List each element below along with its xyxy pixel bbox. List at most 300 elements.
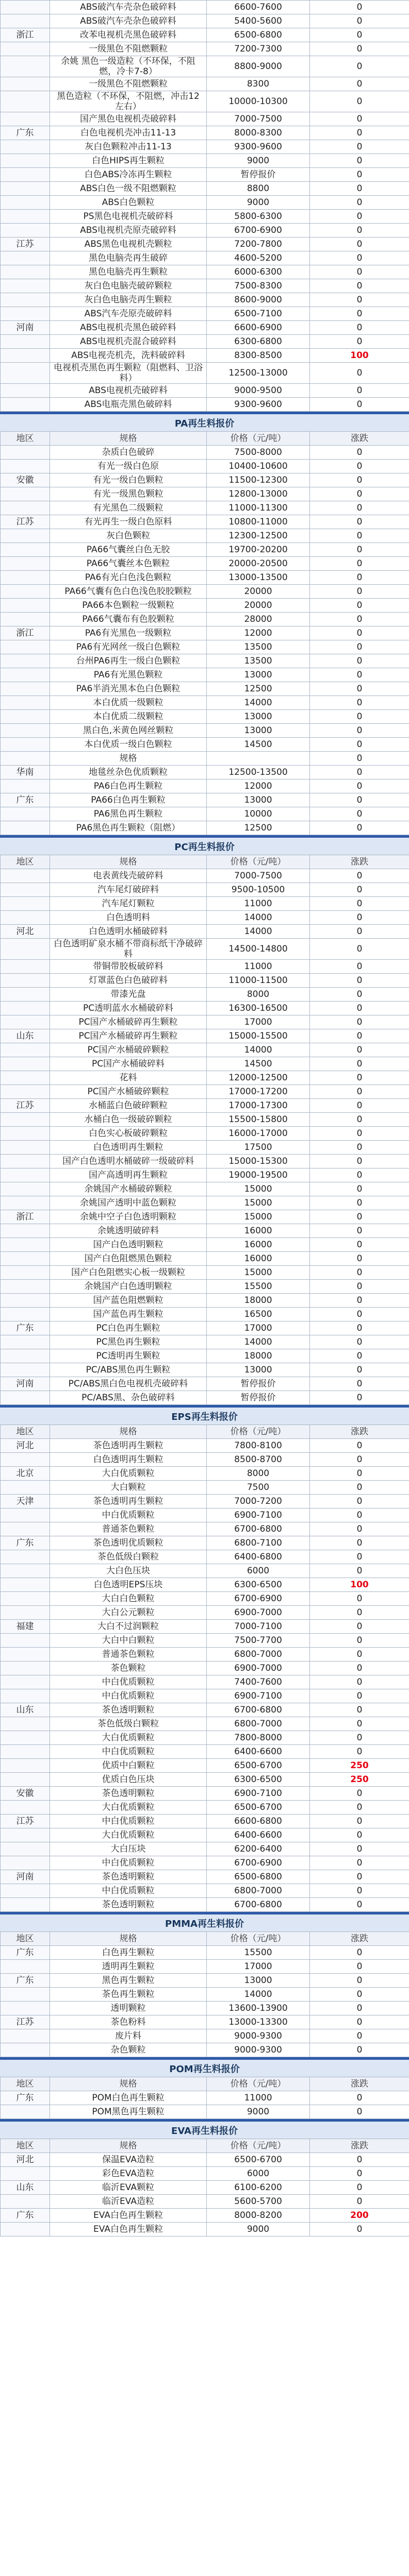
cell-price: 15000 bbox=[207, 1210, 310, 1224]
cell-spec: ABS汽车壳原壳破碎料 bbox=[50, 307, 207, 321]
cell-change: 0 bbox=[310, 1662, 409, 1675]
header-change: 涨跌 bbox=[310, 2139, 409, 2153]
cell-price: 4600-5200 bbox=[207, 251, 310, 265]
cell-spec: PC国产水桶破碎颗粒 bbox=[50, 1085, 207, 1099]
cell-spec: PA66白色再生颗粒 bbox=[50, 793, 207, 807]
cell-region bbox=[1, 1182, 50, 1196]
table-row bbox=[1, 1377, 409, 1391]
cell-region: 河南 bbox=[1, 1870, 50, 1884]
cell-region bbox=[1, 974, 50, 988]
cell-price: 11000 bbox=[207, 897, 310, 911]
header-change: 涨跌 bbox=[310, 855, 409, 869]
table-row bbox=[1, 1592, 409, 1606]
price-table bbox=[0, 431, 409, 835]
cell-region bbox=[1, 585, 50, 599]
cell-spec: 优质白色压块 bbox=[50, 1773, 207, 1787]
table-row bbox=[1, 1335, 409, 1349]
cell-price: 6300-6800 bbox=[207, 335, 310, 349]
table-row bbox=[1, 238, 409, 251]
cell-region: 浙江 bbox=[1, 28, 50, 42]
cell-price: 12300-12500 bbox=[207, 529, 310, 543]
cell-region bbox=[1, 1509, 50, 1522]
cell-change: 0 bbox=[310, 2015, 409, 2029]
cell-price: 6500-6700 bbox=[207, 1801, 310, 1815]
cell-spec: 大白色压块 bbox=[50, 1564, 207, 1578]
cell-price: 6600-7600 bbox=[207, 1, 310, 14]
header-price: 价格（元/吨） bbox=[207, 432, 310, 446]
cell-spec: 地毯丝杂色优质颗粒 bbox=[50, 766, 207, 779]
cell-price: 6900-7000 bbox=[207, 1606, 310, 1620]
cell-spec: 中白优质颗粒 bbox=[50, 1745, 207, 1759]
cell-spec: PC白色再生颗粒 bbox=[50, 1321, 207, 1335]
cell-price: 16500 bbox=[207, 1308, 310, 1321]
cell-region bbox=[1, 1828, 50, 1842]
cell-price: 17500 bbox=[207, 1141, 310, 1155]
cell-region bbox=[1, 1015, 50, 1029]
table-row bbox=[1, 487, 409, 501]
cell-change: 0 bbox=[310, 307, 409, 321]
table-row bbox=[1, 1113, 409, 1127]
cell-price: 8000 bbox=[207, 1467, 310, 1481]
section-title: PC再生料报价 bbox=[0, 835, 409, 855]
cell-spec: 余姚国产白色透明颗粒 bbox=[50, 1280, 207, 1294]
table-row bbox=[1, 1689, 409, 1703]
cell-spec: 电视机壳黑色再生颗粒（阻燃料、卫浴料） bbox=[50, 363, 207, 384]
cell-price: 13600-13900 bbox=[207, 2002, 310, 2015]
table-row bbox=[1, 1155, 409, 1168]
cell-change: 0 bbox=[310, 1467, 409, 1481]
cell-price: 17000-17200 bbox=[207, 1085, 310, 1099]
table-row bbox=[1, 1349, 409, 1363]
cell-spec: 改苯电视机壳黑色破碎料 bbox=[50, 28, 207, 42]
cell-change: 0 bbox=[310, 599, 409, 613]
cell-price: 9300-9600 bbox=[207, 398, 310, 412]
cell-region bbox=[1, 1842, 50, 1856]
cell-spec: ABS电瓶壳黑色破碎料 bbox=[50, 398, 207, 412]
cell-region bbox=[1, 307, 50, 321]
table-row bbox=[1, 2153, 409, 2167]
cell-price: 9300-9600 bbox=[207, 140, 310, 154]
cell-change: 0 bbox=[310, 446, 409, 460]
cell-change: 250 bbox=[310, 1773, 409, 1787]
cell-change: 0 bbox=[310, 1113, 409, 1127]
cell-price: 6800-7000 bbox=[207, 1717, 310, 1731]
header-spec: 规格 bbox=[50, 2139, 207, 2153]
cell-region bbox=[1, 1085, 50, 1099]
table-row bbox=[1, 1578, 409, 1592]
cell-change: 0 bbox=[310, 1606, 409, 1620]
cell-price: 15500 bbox=[207, 1280, 310, 1294]
cell-spec: PC国产水桶破碎再生颗粒 bbox=[50, 1029, 207, 1043]
table-row bbox=[1, 279, 409, 293]
price-section bbox=[0, 0, 409, 412]
cell-price: 8800-9000 bbox=[207, 56, 310, 77]
cell-price: 15500 bbox=[207, 1946, 310, 1960]
table-row bbox=[1, 2209, 409, 2223]
cell-change: 0 bbox=[310, 1280, 409, 1294]
cell-price: 8000-8300 bbox=[207, 126, 310, 140]
cell-change: 0 bbox=[310, 1522, 409, 1536]
table-row bbox=[1, 293, 409, 307]
cell-change: 0 bbox=[310, 2105, 409, 2119]
cell-region bbox=[1, 724, 50, 738]
cell-price: 6900-7100 bbox=[207, 1509, 310, 1522]
cell-region bbox=[1, 599, 50, 613]
cell-spec: ABS电视机壳破碎料 bbox=[50, 384, 207, 398]
cell-price: 12000-12500 bbox=[207, 1071, 310, 1085]
cell-change: 0 bbox=[310, 543, 409, 557]
cell-spec: PA66气囊布有色胶颗粒 bbox=[50, 613, 207, 626]
table-row bbox=[1, 1224, 409, 1238]
table-row bbox=[1, 1029, 409, 1043]
cell-price: 7500-7700 bbox=[207, 1634, 310, 1648]
cell-change: 0 bbox=[310, 939, 409, 960]
cell-change: 0 bbox=[310, 738, 409, 752]
cell-spec: 茶色粉料 bbox=[50, 2015, 207, 2029]
cell-spec: 黑色电脑壳再生颗粒 bbox=[50, 265, 207, 279]
cell-change: 0 bbox=[310, 1321, 409, 1335]
cell-region: 河北 bbox=[1, 925, 50, 939]
cell-price: 6500-6700 bbox=[207, 1759, 310, 1773]
cell-price: 13000 bbox=[207, 793, 310, 807]
cell-spec: 规格 bbox=[50, 752, 207, 766]
cell-region: 江苏 bbox=[1, 2015, 50, 2029]
cell-change: 0 bbox=[310, 1689, 409, 1703]
cell-spec: 大白不过润颗粒 bbox=[50, 1620, 207, 1634]
table-row bbox=[1, 724, 409, 738]
cell-spec: 灯罩蓝色白色破碎料 bbox=[50, 974, 207, 988]
cell-change: 0 bbox=[310, 1787, 409, 1801]
cell-price: 6500-6800 bbox=[207, 1870, 310, 1884]
cell-price: 6900-7000 bbox=[207, 1662, 310, 1675]
cell-price: 9000 bbox=[207, 2223, 310, 2236]
table-row bbox=[1, 974, 409, 988]
cell-price: 17000 bbox=[207, 1321, 310, 1335]
cell-change: 0 bbox=[310, 2167, 409, 2181]
cell-region: 广东 bbox=[1, 126, 50, 140]
cell-region bbox=[1, 2029, 50, 2043]
cell-change: 0 bbox=[310, 696, 409, 710]
cell-price: 13000 bbox=[207, 724, 310, 738]
cell-price: 11000 bbox=[207, 2091, 310, 2105]
cell-change: 0 bbox=[310, 626, 409, 640]
cell-price: 6500-6800 bbox=[207, 28, 310, 42]
cell-price: 6400-6800 bbox=[207, 1550, 310, 1564]
table-row bbox=[1, 779, 409, 793]
table-row bbox=[1, 1182, 409, 1196]
table-row bbox=[1, 154, 409, 168]
cell-change: 0 bbox=[310, 1182, 409, 1196]
cell-region bbox=[1, 335, 50, 349]
cell-spec: 普通茶色颗粒 bbox=[50, 1522, 207, 1536]
cell-spec: EVA白色再生颗粒 bbox=[50, 2223, 207, 2236]
table-row bbox=[1, 793, 409, 807]
table-row bbox=[1, 766, 409, 779]
cell-price: 14500 bbox=[207, 1057, 310, 1071]
cell-spec: 国产黑色电视机壳破碎料 bbox=[50, 112, 207, 126]
cell-spec: 水桶蓝白色破碎颗粒 bbox=[50, 1099, 207, 1113]
cell-change: 0 bbox=[310, 1127, 409, 1141]
cell-change: 0 bbox=[310, 779, 409, 793]
cell-region bbox=[1, 911, 50, 925]
cell-price: 6400-6600 bbox=[207, 1828, 310, 1842]
cell-price: 8500-8700 bbox=[207, 1453, 310, 1467]
price-section bbox=[0, 1912, 409, 2057]
table-row bbox=[1, 1453, 409, 1467]
table-row bbox=[1, 1988, 409, 2002]
cell-region bbox=[1, 384, 50, 398]
cell-spec: 国产白色阻燃黑色颗粒 bbox=[50, 1252, 207, 1266]
cell-region bbox=[1, 1043, 50, 1057]
cell-price: 14500-14800 bbox=[207, 939, 310, 960]
cell-region: 广东 bbox=[1, 1321, 50, 1335]
table-row bbox=[1, 140, 409, 154]
cell-region bbox=[1, 1168, 50, 1182]
cell-spec: PC/ABS黑色再生颗粒 bbox=[50, 1363, 207, 1377]
cell-spec: PC透明再生颗粒 bbox=[50, 1349, 207, 1363]
cell-region bbox=[1, 779, 50, 793]
table-row bbox=[1, 446, 409, 460]
cell-spec: PS黑色电视机壳破碎料 bbox=[50, 210, 207, 224]
cell-price: 11000-11500 bbox=[207, 974, 310, 988]
cell-region bbox=[1, 557, 50, 571]
cell-change: 0 bbox=[310, 1196, 409, 1210]
table-row bbox=[1, 1127, 409, 1141]
table-row bbox=[1, 2029, 409, 2043]
table-row bbox=[1, 251, 409, 265]
table-row bbox=[1, 349, 409, 363]
cell-change: 100 bbox=[310, 1578, 409, 1592]
table-row bbox=[1, 1564, 409, 1578]
cell-region bbox=[1, 1280, 50, 1294]
table-row bbox=[1, 1057, 409, 1071]
table-row bbox=[1, 1842, 409, 1856]
cell-region bbox=[1, 1481, 50, 1495]
table-row bbox=[1, 363, 409, 384]
cell-price: 16000 bbox=[207, 1252, 310, 1266]
table-row bbox=[1, 529, 409, 543]
cell-spec: 白色实心板破碎颗粒 bbox=[50, 1127, 207, 1141]
cell-region: 北京 bbox=[1, 1467, 50, 1481]
cell-spec: 黑白色,米黄色网丝颗粒 bbox=[50, 724, 207, 738]
cell-change: 100 bbox=[310, 349, 409, 363]
cell-region: 广东 bbox=[1, 1974, 50, 1988]
cell-region: 安徽 bbox=[1, 473, 50, 487]
cell-change: 0 bbox=[310, 793, 409, 807]
cell-region: 江苏 bbox=[1, 515, 50, 529]
cell-price: 14000 bbox=[207, 911, 310, 925]
cell-region bbox=[1, 2167, 50, 2181]
cell-price: 16000-17000 bbox=[207, 1127, 310, 1141]
cell-price: 6700-6900 bbox=[207, 224, 310, 238]
cell-region bbox=[1, 1057, 50, 1071]
cell-price: 14500 bbox=[207, 738, 310, 752]
cell-price: 10000 bbox=[207, 807, 310, 821]
cell-spec: EVA白色再生颗粒 bbox=[50, 2209, 207, 2223]
cell-spec: ABS白色一级不阻燃颗粒 bbox=[50, 182, 207, 196]
cell-spec: ABS电视机壳黑色破碎料 bbox=[50, 321, 207, 335]
cell-change: 0 bbox=[310, 321, 409, 335]
cell-region bbox=[1, 1391, 50, 1405]
table-row bbox=[1, 460, 409, 473]
cell-region: 安徽 bbox=[1, 1787, 50, 1801]
cell-region: 江苏 bbox=[1, 1815, 50, 1828]
table-row bbox=[1, 501, 409, 515]
cell-change: 0 bbox=[310, 710, 409, 724]
cell-change: 0 bbox=[310, 640, 409, 654]
cell-region bbox=[1, 1578, 50, 1592]
cell-change: 0 bbox=[310, 42, 409, 56]
cell-region bbox=[1, 752, 50, 766]
cell-change: 0 bbox=[310, 1988, 409, 2002]
table-row bbox=[1, 883, 409, 897]
cell-price: 18000 bbox=[207, 1294, 310, 1308]
table-row bbox=[1, 1815, 409, 1828]
cell-spec: 茶色再生颗粒 bbox=[50, 1988, 207, 2002]
cell-spec: PC黑色再生颗粒 bbox=[50, 1335, 207, 1349]
cell-price: 暂停报价 bbox=[207, 1377, 310, 1391]
cell-spec: 优质中白颗粒 bbox=[50, 1759, 207, 1773]
cell-price: 暂停报价 bbox=[207, 168, 310, 182]
cell-price: 6700-6800 bbox=[207, 1703, 310, 1717]
table-row bbox=[1, 1960, 409, 1974]
cell-region bbox=[1, 1, 50, 14]
cell-region bbox=[1, 2002, 50, 2015]
header-price: 价格（元/吨） bbox=[207, 2077, 310, 2091]
cell-change: 0 bbox=[310, 1252, 409, 1266]
cell-spec: PC国产水桶破碎再生颗粒 bbox=[50, 1015, 207, 1029]
cell-region: 广东 bbox=[1, 793, 50, 807]
cell-region bbox=[1, 1731, 50, 1745]
table-row bbox=[1, 398, 409, 412]
cell-region bbox=[1, 543, 50, 557]
cell-price: 6500-7100 bbox=[207, 307, 310, 321]
cell-spec: 大白优质颗粒 bbox=[50, 1731, 207, 1745]
cell-region bbox=[1, 1564, 50, 1578]
cell-price: 15000 bbox=[207, 1266, 310, 1280]
cell-region bbox=[1, 210, 50, 224]
cell-price: 8300-8500 bbox=[207, 349, 310, 363]
table-row bbox=[1, 557, 409, 571]
header-price: 价格（元/吨） bbox=[207, 1425, 310, 1439]
cell-spec: PA66气囊丝本色颗粒 bbox=[50, 557, 207, 571]
cell-price: 7800-8100 bbox=[207, 1439, 310, 1453]
cell-price: 14000 bbox=[207, 1043, 310, 1057]
cell-change: 0 bbox=[310, 668, 409, 682]
cell-change: 0 bbox=[310, 515, 409, 529]
cell-change: 0 bbox=[310, 1015, 409, 1029]
cell-price: 8800 bbox=[207, 182, 310, 196]
cell-price: 14000 bbox=[207, 696, 310, 710]
cell-region: 河北 bbox=[1, 2153, 50, 2167]
cell-region bbox=[1, 293, 50, 307]
table-row bbox=[1, 1787, 409, 1801]
section-title: EVA再生料报价 bbox=[0, 2119, 409, 2139]
cell-spec: 普通茶色颗粒 bbox=[50, 1648, 207, 1662]
cell-region bbox=[1, 1884, 50, 1898]
cell-price: 13000 bbox=[207, 1974, 310, 1988]
table-row bbox=[1, 599, 409, 613]
cell-spec: PC/ABS黑白色电视机壳破碎料 bbox=[50, 1377, 207, 1391]
table-row bbox=[1, 1828, 409, 1842]
cell-price: 7500 bbox=[207, 1481, 310, 1495]
header-price: 价格（元/吨） bbox=[207, 1932, 310, 1946]
cell-change: 0 bbox=[310, 883, 409, 897]
table-row bbox=[1, 613, 409, 626]
cell-change: 0 bbox=[310, 1620, 409, 1634]
table-row bbox=[1, 1550, 409, 1564]
table-row bbox=[1, 1002, 409, 1015]
cell-change: 0 bbox=[310, 766, 409, 779]
cell-price: 5600-5700 bbox=[207, 2195, 310, 2209]
cell-spec: ABS白色颗粒 bbox=[50, 196, 207, 210]
header-region: 地区 bbox=[1, 855, 50, 869]
table-row bbox=[1, 1898, 409, 1912]
cell-change: 0 bbox=[310, 1043, 409, 1057]
cell-region bbox=[1, 1898, 50, 1912]
cell-spec: 余姚 黑色一级造粒（不环保，不阻燃，冷卡7-8） bbox=[50, 56, 207, 77]
cell-region bbox=[1, 154, 50, 168]
cell-spec: 茶色低级白颗粒 bbox=[50, 1717, 207, 1731]
cell-spec: 中白优质颗粒 bbox=[50, 1675, 207, 1689]
table-row bbox=[1, 1509, 409, 1522]
table-row bbox=[1, 77, 409, 91]
cell-price: 7000-7100 bbox=[207, 1620, 310, 1634]
cell-spec: 灰白色电脑壳破碎颗粒 bbox=[50, 279, 207, 293]
cell-price: 20000 bbox=[207, 585, 310, 599]
table-row bbox=[1, 696, 409, 710]
cell-price: 6600-6800 bbox=[207, 1815, 310, 1828]
cell-region bbox=[1, 77, 50, 91]
cell-region bbox=[1, 251, 50, 265]
cell-price: 10400-10600 bbox=[207, 460, 310, 473]
cell-change: 0 bbox=[310, 1099, 409, 1113]
table-row bbox=[1, 668, 409, 682]
cell-price: 14000 bbox=[207, 1335, 310, 1349]
table-row bbox=[1, 571, 409, 585]
cell-change: 0 bbox=[310, 1648, 409, 1662]
cell-price: 13500 bbox=[207, 640, 310, 654]
cell-region bbox=[1, 1141, 50, 1155]
cell-price: 14000 bbox=[207, 925, 310, 939]
cell-change: 0 bbox=[310, 14, 409, 28]
cell-price: 7500-8300 bbox=[207, 279, 310, 293]
price-section bbox=[0, 2057, 409, 2119]
cell-region bbox=[1, 196, 50, 210]
cell-region bbox=[1, 1675, 50, 1689]
cell-spec: 本白优质一级白色颗粒 bbox=[50, 738, 207, 752]
header-region: 地区 bbox=[1, 1425, 50, 1439]
cell-change: 0 bbox=[310, 501, 409, 515]
price-section bbox=[0, 2119, 409, 2236]
table-row bbox=[1, 1141, 409, 1155]
cell-region bbox=[1, 2105, 50, 2119]
cell-change: 0 bbox=[310, 2181, 409, 2195]
cell-spec: POM黑色再生颗粒 bbox=[50, 2105, 207, 2119]
cell-region bbox=[1, 1196, 50, 1210]
cell-change: 0 bbox=[310, 1141, 409, 1155]
cell-region bbox=[1, 1856, 50, 1870]
cell-spec: 带铜带胶板破碎料 bbox=[50, 960, 207, 974]
cell-change: 0 bbox=[310, 2043, 409, 2057]
cell-region bbox=[1, 363, 50, 384]
cell-change: 0 bbox=[310, 557, 409, 571]
table-row bbox=[1, 1536, 409, 1550]
cell-region bbox=[1, 1606, 50, 1620]
cell-price: 7200-7300 bbox=[207, 42, 310, 56]
cell-spec: 黑色造粒（不环保，不阻燃，冲击12左右） bbox=[50, 91, 207, 112]
cell-change: 0 bbox=[310, 1801, 409, 1815]
